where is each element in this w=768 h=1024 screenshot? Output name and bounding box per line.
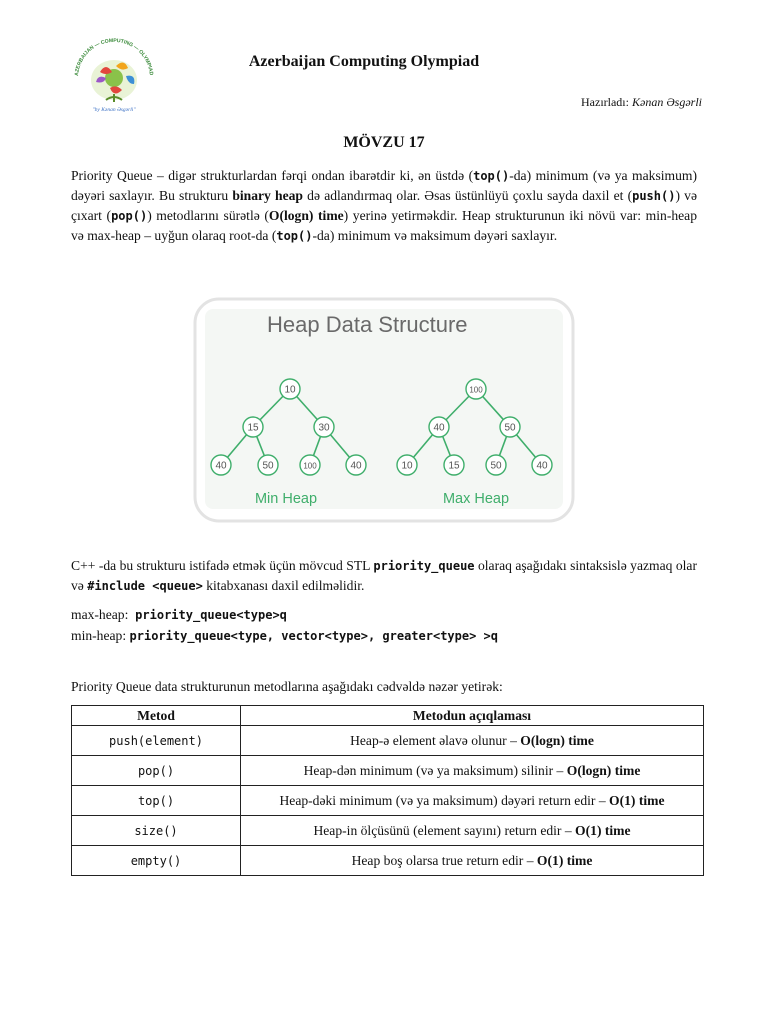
inline-code: push()	[632, 189, 676, 203]
intro-paragraph: Priority Queue – digər strukturlardan fərqi ondan ibarətdir ki, ən üstdə (top()-da) minimum (və ya maksimum) dəyəri saxlayır. Bu strukturu binary heap də adlandırmaq olar. Əsas üstünlüyü çoxlu sayda daxil et (push()) və çıxart (pop()) metodlarını sürətlə (O(logn) time) yerinə yetirməkdir. Heap strukturunun iki növü var: min-heap və max-heap – uyğun olaraq root-da (top()-da) minimum və maksimum dəyəri saxlayır.	[71, 168, 698, 243]
min-heap-label: Min Heap	[254, 491, 318, 507]
max-heap-node-value: 15	[448, 460, 460, 472]
table-row	[72, 846, 704, 876]
min-heap-node-value: 50	[262, 460, 274, 472]
table-row	[72, 786, 704, 816]
max-heap-node-value: 50	[490, 460, 502, 472]
svg-text:"by Kənan Əsgərli": "by Kənan Əsgərli"	[92, 107, 136, 113]
method-name: pop()	[72, 756, 241, 786]
method-name: empty()	[72, 846, 241, 876]
max-heap-node-value: 50	[504, 422, 516, 434]
svg-text:AZERBAIJAN — COMPUTING — OLYMP: AZERBAIJAN — COMPUTING — OLYMPIAD	[74, 38, 154, 77]
column-header: Metod	[72, 706, 241, 726]
table-header-row	[72, 706, 704, 726]
prepared-by	[581, 95, 702, 110]
min-heap-node-value: 30	[318, 422, 330, 434]
method-description: Heap-ə element əlavə olunur – O(logn) time	[241, 726, 704, 756]
max-heap-node-value: 40	[536, 460, 548, 472]
method-description: Heap-in ölçüsünü (element sayını) return edir – O(1) time	[241, 816, 704, 846]
column-header: Metodun açıqlaması	[241, 706, 704, 726]
table-row	[72, 756, 704, 786]
min-heap-node-value: 40	[215, 460, 227, 472]
method-name: size()	[72, 816, 241, 846]
topic-title: MÖVZU 17	[343, 134, 425, 151]
method-name: push(element)	[72, 726, 241, 756]
max-heap-node-value: 100	[469, 385, 483, 395]
inline-code: pop()	[111, 209, 148, 223]
methods-table	[71, 705, 704, 876]
method-description: Heap-dən minimum (və ya maksimum) silinir – O(logn) time	[241, 756, 704, 786]
table-row	[72, 726, 704, 756]
method-description: Heap-dəki minimum (və ya maksimum) dəyəri return edir – O(1) time	[241, 786, 704, 816]
max-heap-syntax: max-heap: priority_queue<type>q	[71, 607, 287, 622]
inline-code: priority_queue	[373, 559, 475, 573]
table-intro: Priority Queue data strukturunun metodlarına aşağıdakı cədvəldə nəzər yetirək:	[71, 679, 503, 694]
author-name: Kənan Əsgərli	[631, 95, 702, 109]
org-title: Azerbaijan Computing Olympiad	[248, 53, 480, 70]
min-heap-node-value: 10	[284, 384, 296, 396]
min-heap-node-value: 100	[303, 461, 317, 471]
stl-paragraph: C++ -da bu strukturu istifadə etmək üçün mövcud STL priority_queue olaraq aşağıdakı sintaksislə yazmaq olar və #include <queue> kitabxanası daxil edilməlidir.	[71, 558, 697, 593]
inline-code: top()	[276, 229, 313, 243]
diagram-title: Heap Data Structure	[267, 312, 468, 337]
min-heap-node-value: 15	[247, 422, 259, 434]
min-heap-syntax: min-heap: priority_queue<type, vector<type>, greater<type> >q	[71, 628, 498, 643]
max-heap-label: Max Heap	[442, 491, 510, 507]
inline-code: #include <queue>	[87, 579, 203, 593]
inline-code: top()	[473, 169, 510, 183]
table-row	[72, 816, 704, 846]
heap-diagram	[193, 297, 575, 523]
min-heap-node-value: 40	[350, 460, 362, 472]
max-heap-node-value: 40	[433, 422, 445, 434]
olympiad-logo	[70, 38, 158, 114]
method-description: Heap boş olarsa true return edir – O(1) time	[241, 846, 704, 876]
method-name: top()	[72, 786, 241, 816]
max-heap-node-value: 10	[401, 460, 413, 472]
prepared-label: Hazırladı:	[581, 95, 629, 109]
